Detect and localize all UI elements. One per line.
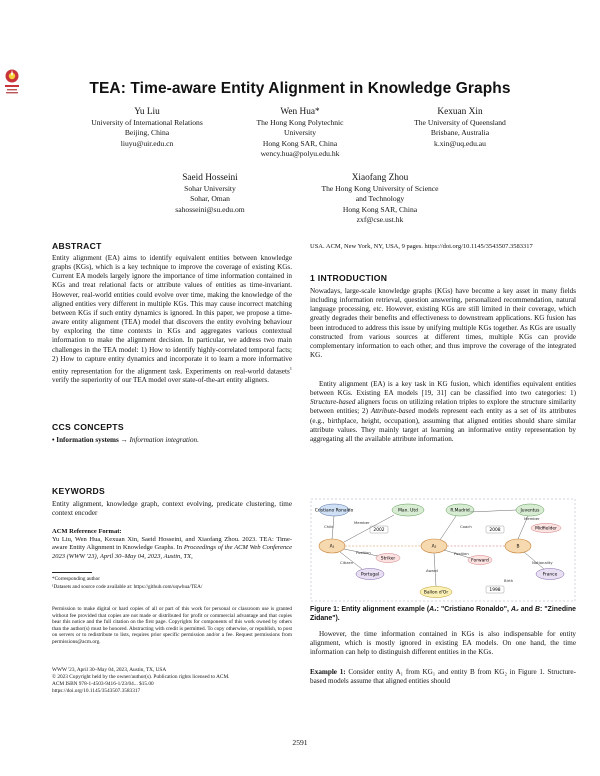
ccs-category: • Information systems — [52, 436, 119, 444]
node-label: 1998 — [489, 588, 501, 593]
author-block — [370, 106, 550, 149]
intro-text: aligners focus on utilizing relation triples to explore the structure similarity between entities; 2) — [310, 398, 576, 416]
edge-label: Member — [354, 520, 370, 525]
example-paragraph — [310, 668, 576, 686]
edge-label: Award — [426, 568, 438, 573]
ccs-concept: Information integration. — [129, 436, 199, 444]
intro-term: Attribute-based — [370, 407, 416, 416]
author-location: Brisbane, Australia — [430, 128, 490, 138]
footnote-ref[interactable]: 1 — [289, 365, 292, 371]
edge-label: Birth — [504, 578, 514, 583]
author-location: Hong Kong SAR, China — [262, 138, 338, 148]
caption-entity: A₂ — [511, 606, 519, 613]
edge-label: Child — [324, 524, 334, 529]
caption-text: Figure 1: Entity alignment example ( — [310, 606, 430, 613]
node-label: Portugal — [360, 572, 380, 578]
node-label: France — [542, 572, 558, 578]
intro-paragraph — [310, 380, 576, 444]
author-affiliation: University — [283, 128, 317, 138]
intro-text: models represent each entity as a set of its attributes (e.g., birthplace, height, occupation), assuming that aligned entities should share similar attribute values. They mainly target at learning an informative entity representation by aggregating all the available attribute information. — [310, 407, 576, 443]
author-block — [130, 172, 290, 215]
ccs-arrow: → — [118, 436, 130, 444]
acm-ref-heading: ACM Reference Format: — [52, 528, 122, 535]
author-affiliation: The Hong Kong University of Science — [321, 184, 439, 193]
example-text: Consider entity A₁ from KG₁ and entity B from KG₂ in Figure 1. Structure-based models assume that aligned entities should — [310, 668, 576, 686]
caption-text: : "Zinedine Zidane"). — [310, 606, 576, 622]
edge-line — [440, 516, 456, 540]
acm-ref-body: Yu Liu, Wen Hua, Kexuan Xin, Saeid Hosseini, and Xiaofang Zhou. 2023. TEA: Time-aware Entity Alignment in Knowledge Graphs. In — [52, 536, 292, 552]
author-affiliation: The Hong Kong Polytechnic — [256, 118, 344, 127]
author-location: Hong Kong SAR, China — [342, 204, 418, 214]
edge-label: Position — [356, 550, 371, 555]
edge-label: Coach — [460, 524, 472, 529]
copyright-line: © 2023 Copyright held by the owner/author(s). Publication rights licensed to ACM. — [52, 674, 230, 680]
author-email[interactable]: liuyu@uir.edu.cn — [120, 138, 174, 148]
author-location: Sohar, Oman — [190, 194, 230, 204]
acm-ref-venue: Proceedings of the ACM Web Conference 2023 (WWW '23), April 30–May 04, 2023, Austin, TX, — [52, 544, 292, 560]
node-label: 2002 — [373, 528, 385, 533]
abstract-text — [52, 254, 292, 386]
author-location: Beijing, China — [124, 128, 170, 138]
permission-notice: Permission to make digital or hard copies of all or part of this work for personal or classroom use is granted without fee provided that copies are not made or distributed for profit or commercial advantage and that copies bear this notice and the full citation on the first page. Copyrights for components of this work owned by others than the author(s) must be honored. Abstracting with credit is permitted. To copy otherwise, or republish, to post on servers or to redistribute to lists, requires prior specific permission and/or a fee. Request permissions from permissions@acm.org. — [52, 606, 292, 645]
caption-text: : "Cristiano Ronaldo", — [436, 606, 511, 613]
intro-paragraph: Nowadays, large-scale knowledge graphs (KGs) have become a key asset in many fields including information retrieval, question answering, personalized recommendation, natural language processing, etc. However, existing KGs are still limited in their coverage, which greatly degrades their benefits and effectiveness to downstream applications. KG fusion has been introduced to address this issue by unifying multiple KGs together. As KGs are usually constructed from various sources at different times, multiple KGs can provide complementary information to each other, and thus improve the coverage of the integrated KG. — [310, 287, 576, 360]
venue-line: WWW '23, April 30–May 04, 2023, Austin, TX, USA — [52, 667, 167, 673]
example-label: Example 1: — [310, 668, 346, 676]
caption-text: and — [518, 606, 536, 613]
node-label: Cristiano Ronaldo — [314, 508, 354, 514]
node-label: Man. Utd — [398, 508, 418, 514]
acm-ref-continued: USA. ACM, New York, NY, USA, 9 pages. https://doi.org/10.1145/3543507.3583317 — [310, 243, 533, 250]
edge-label: Nationality — [532, 560, 553, 565]
author-block — [290, 172, 470, 225]
abstract-body: Entity alignment (EA) aims to identify equivalent entities between knowledge graphs (KGs), which is a key technique to improve the coverage of existing KGs. Current EA models largely ignore the importance of time information contained in KGs and treat relational facts or attribute values of entities as time-invariant. However, real-world entities could evolve over time, making the knowledge of the aligned entities very different in multiple KGs. This may cause incorrect matching between KGs if such entity dynamics is ignored. In this paper, we propose a time-aware entity alignment (TEA) model that discovers the entity evolving behaviour by exploring the time contexts in KGs and aggregates various contextual information to make the alignment decision. In particular, we address two main challenges in the TEA model: 1) How to identify highly-correlated temporal facts; 2) How to capture entity dynamics and incorporate it to learn a more informative entity representation for the alignment task. Experiments on real-world datasets — [52, 254, 292, 376]
author-affiliation: The University of Queensland — [414, 118, 506, 127]
node-label: R.Madrid — [450, 508, 470, 514]
paper-title: TEA: Time-aware Entity Alignment in Knowledge Graphs — [89, 80, 511, 97]
node-label: B — [516, 544, 520, 550]
footnote-rule — [52, 572, 92, 573]
author-affiliation: University of International Relations — [91, 118, 203, 127]
author-block — [210, 106, 390, 159]
author-name: Kexuan Xin — [437, 107, 483, 117]
keywords-text: Entity alignment, knowledge graph, context evolving, predicate clustering, time context encoder — [52, 500, 292, 518]
edge-line — [470, 510, 516, 512]
edge-label: Citizen — [340, 560, 353, 565]
page-number: 2591 — [292, 738, 308, 747]
abstract-end: verify the superiority of our TEA model over state-of-the-art entity aligners. — [52, 376, 269, 385]
author-affiliation: Sohar University — [184, 184, 236, 193]
author-affiliation: and Technology — [355, 194, 405, 204]
footnote-corresponding: *Corresponding author — [52, 576, 100, 582]
node-label: Ballon d'Or — [423, 590, 449, 596]
ccs-concepts — [52, 436, 292, 445]
node-label: Midfielder — [535, 526, 557, 532]
acm-reference — [52, 536, 292, 561]
edge-label: Position — [454, 551, 469, 556]
introduction-heading: 1 INTRODUCTION — [310, 273, 388, 283]
author-name: Xiaofang Zhou — [351, 173, 409, 183]
figure-caption — [310, 605, 576, 623]
node-label: Juventus — [520, 508, 540, 514]
footnote-datasets[interactable]: ¹Datasets and source code available at: https://github.com/uqwhua/TEA/ — [52, 584, 203, 590]
author-email[interactable]: zxf@cse.ust.hk — [356, 214, 404, 224]
caption-entity: B — [535, 606, 541, 613]
keywords-heading: KEYWORDS — [52, 486, 106, 496]
caption-entity: A₁ — [429, 606, 437, 613]
open-access-badge-icon — [4, 68, 20, 96]
intro-text: Entity alignment (EA) is a key task in KG fusion, which identifies equivalent entities between KGs. Existing EA models [19, 31] can be classified into two categories: 1) — [310, 380, 576, 398]
author-email[interactable]: sahosseini@su.edu.om — [175, 204, 245, 214]
author-email[interactable]: k.xin@uq.edu.au — [434, 138, 486, 148]
intro-paragraph: However, the time information contained in KGs is also indispensable for entity alignment, which is mostly ignored in existing EA models. On one hand, the time information can help to distinguish different entities in the KGs. — [310, 630, 576, 657]
author-email[interactable]: wency.hua@polyu.edu.hk — [260, 148, 340, 158]
node-label: Striker — [380, 556, 396, 562]
node-label: A₂ — [431, 544, 437, 550]
ccs-heading: CCS CONCEPTS — [52, 422, 124, 432]
node-label: A₁ — [329, 544, 335, 550]
abstract-heading: ABSTRACT — [52, 241, 102, 251]
edge-label: Member — [524, 516, 540, 521]
author-name: Wen Hua* — [280, 107, 320, 117]
author-name: Saeid Hosseini — [182, 173, 238, 183]
node-label: 2008 — [489, 528, 501, 533]
node-label: Forward — [471, 558, 489, 564]
figure-entity-alignment — [310, 498, 576, 602]
doi-link[interactable]: https://doi.org/10.1145/3543507.3583317 — [52, 688, 141, 694]
isbn-line: ACM ISBN 978-1-4503-9416-1/23/04... $15.00 — [52, 681, 154, 687]
intro-term: Structure-based — [310, 398, 356, 407]
author-name: Yu Liu — [134, 107, 160, 117]
